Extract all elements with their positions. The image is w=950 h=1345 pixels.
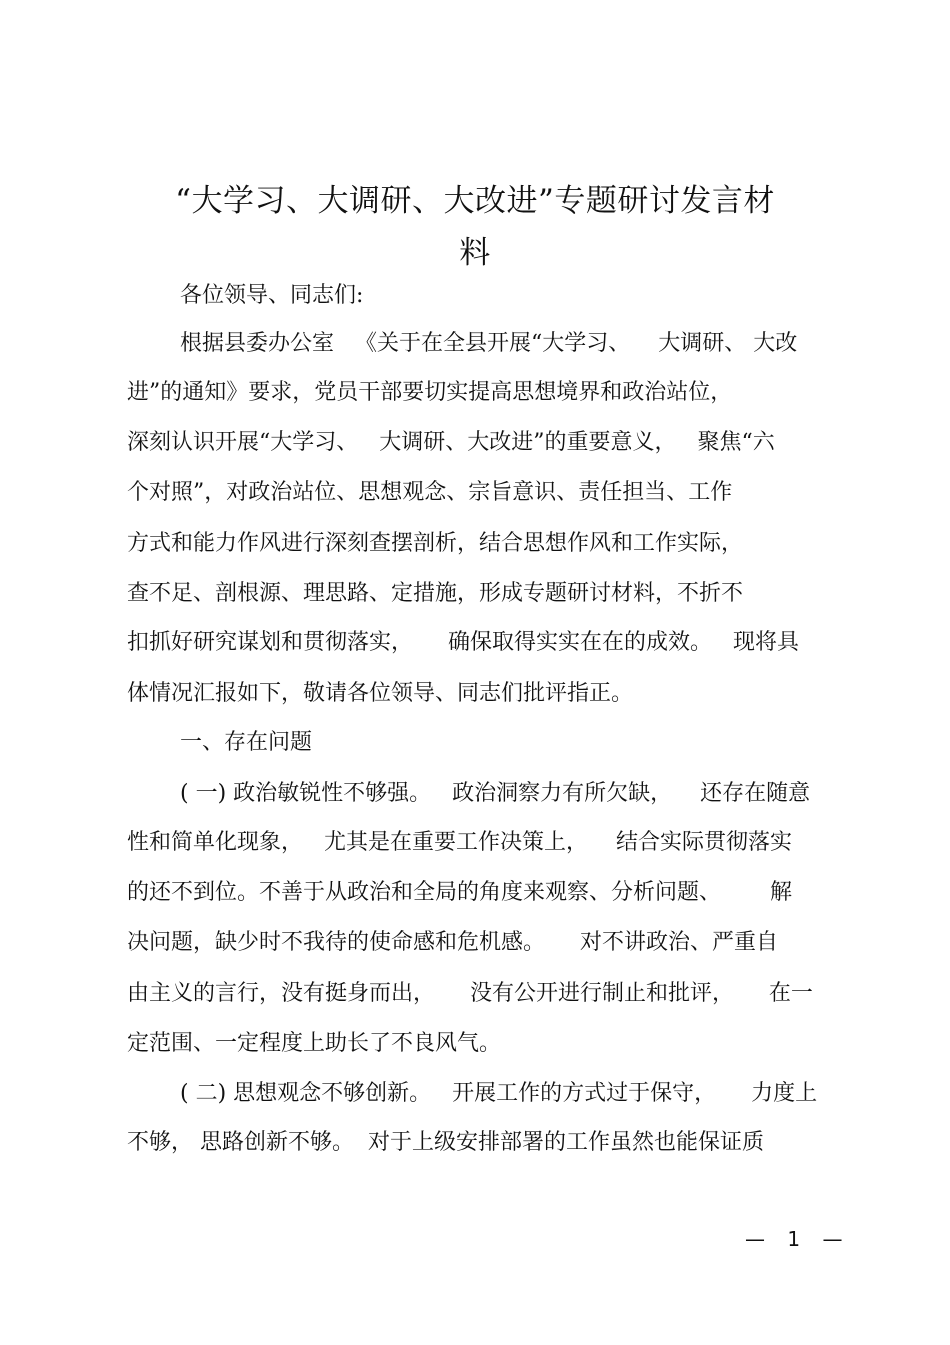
- body-line: 的还不到位。不善于从政治和全局的角度来观察、分析问题、 解: [127, 880, 792, 905]
- body-line: 体情况汇报如下，敬请各位领导、同志们批评指正。: [127, 681, 634, 706]
- body-line: 扣抓好研究谋划和贯彻落实， 确保取得实实在在的成效。 现将具: [127, 630, 799, 655]
- body-line: 决问题，缺少时不我待的使命感和危机感。 对不讲政治、严重自: [127, 930, 778, 955]
- body-line: 根据县委办公室 《关于在全县开展“大学习、 大调研、 大改: [180, 331, 798, 356]
- body-line: 性和简单化现象， 尤其是在重要工作决策上， 结合实际贯彻落实: [127, 830, 792, 855]
- body-line: 不够， 思路创新不够。 对于上级安排部署的工作虽然也能保证质: [127, 1130, 764, 1155]
- document-title-line-1: “大学习、大调研、大改进”专题研讨发言材: [175, 183, 775, 219]
- section-heading: 一、存在问题: [180, 730, 313, 755]
- document-title-line-2: 料: [459, 235, 491, 271]
- body-line: ( 二) 思想观念不够创新。 开展工作的方式过于保守， 力度上: [180, 1081, 818, 1106]
- body-line: 定范围、一定程度上助长了不良风气。: [127, 1031, 502, 1056]
- body-line: 深刻认识开展“大学习、 大调研、大改进”的重要意义， 聚焦“六: [127, 430, 775, 455]
- body-line: 进”的通知》要求，党员干部要切实提高思想境界和政治站位，: [127, 380, 733, 405]
- page-number: — 1 —: [745, 1227, 851, 1251]
- body-line: 个对照”，对政治站位、思想观念、宗旨意识、责任担当、工作: [127, 480, 733, 505]
- body-line: ( 一) 政治敏锐性不够强。 政治洞察力有所欠缺， 还存在随意: [180, 781, 811, 806]
- body-line: 方式和能力作风进行深刻查摆剖析，结合思想作风和工作实际，: [127, 531, 744, 556]
- body-line: 由主义的言行，没有挺身而出， 没有公开进行制止和批评， 在一: [127, 981, 813, 1006]
- salutation: 各位领导、同志们:: [180, 283, 364, 308]
- body-line: 查不足、剖根源、理思路、定措施，形成专题研讨材料，不折不: [127, 581, 744, 606]
